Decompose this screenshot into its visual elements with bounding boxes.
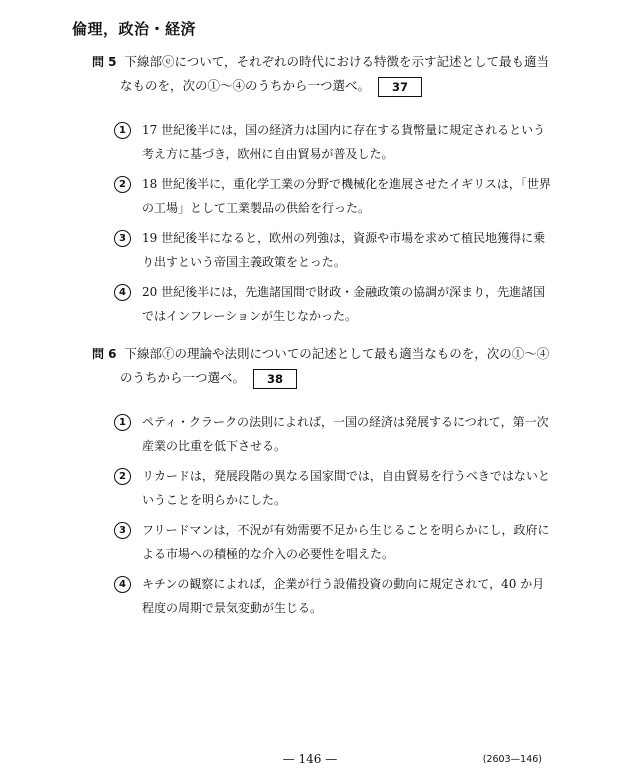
- option-list: [92, 118, 552, 328]
- question-text-line-2-row: [92, 74, 552, 98]
- option-3: [92, 518, 552, 566]
- option-text: 17 世紀後半には，国の経済力は国内に存在する貨幣量に規定されるという考え方に基づき，欧州に自由貿易が普及した。: [142, 123, 546, 161]
- subject-heading: 倫理，政治・経済: [72, 20, 197, 38]
- question-text-line-1: 下線部ⓔについて，それぞれの時代における特徴を示す記述として最も適当: [124, 54, 550, 69]
- option-marker-2: 2: [114, 468, 131, 485]
- option-text: ペティ・クラークの法則によれば，一国の経済は発展するにつれて，第一次産業の比重を低下させる。: [142, 415, 549, 453]
- answer-box: 38: [253, 369, 297, 389]
- option-1: [92, 410, 552, 458]
- option-text: フリードマンは，不況が有効需要不足から生じることを明らかにし，政府による市場への積極的な介入の必要性を唱えた。: [142, 523, 550, 561]
- option-marker-4: 4: [114, 284, 131, 301]
- question-text-line-1: 下線部ⓕの理論や法則についての記述として最も適当なものを，次の①〜④: [124, 346, 550, 361]
- option-4: [92, 280, 552, 328]
- option-text: 18 世紀後半に，重化学工業の分野で機械化を進展させたイギリスは，「世界の工場」として工業製品の供給を行った。: [142, 177, 551, 215]
- question-6: [92, 342, 552, 626]
- option-marker-1: 1: [114, 414, 131, 431]
- question-text-line-2-row: [92, 366, 552, 390]
- question-text-line-2: なものを，次の①〜④のうちから一つ選べ。: [120, 78, 371, 93]
- option-marker-2: 2: [114, 176, 131, 193]
- question-stem: [92, 50, 552, 74]
- option-marker-3: 3: [114, 522, 131, 539]
- option-1: [92, 118, 552, 166]
- question-stem: [92, 342, 552, 366]
- option-text: リカードは，発展段階の異なる国家間では，自由貿易を行うべきではないということを明らかにした。: [142, 469, 550, 507]
- option-4: [92, 572, 552, 620]
- option-text: キチンの観察によれば，企業が行う設備投資の動向に規定されて，40 か月程度の周期で景気変動が生じる。: [142, 577, 545, 615]
- document-code: (2603—146): [482, 754, 542, 765]
- option-marker-4: 4: [114, 576, 131, 593]
- option-text: 20 世紀後半には，先進諸国間で財政・金融政策の協調が深まり，先進諸国ではインフレーションが生じなかった。: [142, 285, 546, 323]
- option-marker-3: 3: [114, 230, 131, 247]
- question-text-line-2: のうちから一つ選べ。: [120, 370, 246, 385]
- question-number: 問 5: [92, 55, 117, 69]
- option-list: [92, 410, 552, 620]
- page-number: — 146 —: [282, 752, 338, 766]
- option-2: [92, 172, 552, 220]
- question-5: [92, 50, 552, 334]
- answer-box: 37: [378, 77, 422, 97]
- option-2: [92, 464, 552, 512]
- question-number: 問 6: [92, 347, 117, 361]
- option-3: [92, 226, 552, 274]
- option-text: 19 世紀後半になると，欧州の列強は，資源や市場を求めて植民地獲得に乗り出すという帝国主義政策をとった。: [142, 231, 546, 269]
- option-marker-1: 1: [114, 122, 131, 139]
